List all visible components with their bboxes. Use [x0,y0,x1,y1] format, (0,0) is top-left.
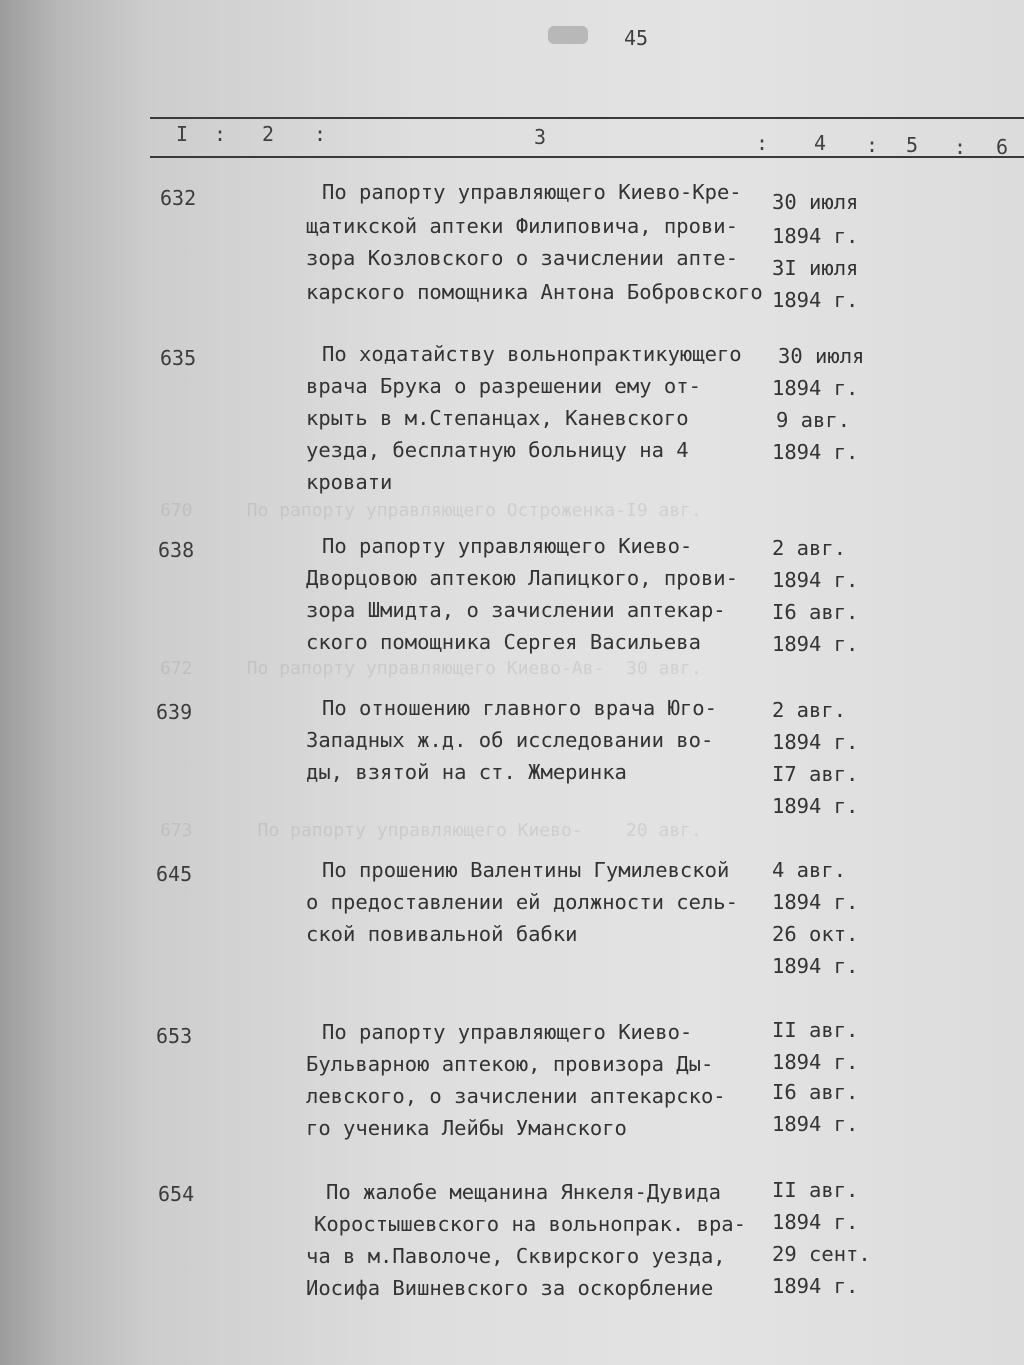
text-line: уезда, бесплатную больницу на 4 [306,438,689,462]
date-line: 3I июля [772,256,859,280]
col-head-2: 2 [262,122,275,146]
date-line: 1894 г. [772,288,859,312]
date-line: 1894 г. [772,568,859,592]
text-line: По рапорту управляющего Киево- [322,1020,693,1044]
col-head-5: 5 [906,133,919,157]
text-line: врача Брука о разрешении ему от- [306,374,701,398]
date-line: 1894 г. [772,890,859,914]
text-line: По прошению Валентины Гумилевской [322,858,730,882]
entry-number: 638 [158,538,195,562]
col-head-sep-5: : [954,135,967,159]
text-line: щатикской аптеки Филиповича, прови- [306,214,738,238]
date-line: 1894 г. [772,1112,859,1136]
date-line: 29 сент. [772,1242,871,1266]
text-line: левского, о зачислении аптекарско- [306,1084,726,1108]
date-line: 4 авг. [772,858,847,882]
entry-number: 632 [160,186,197,210]
date-line: 2 авг. [772,536,847,560]
entry-number: 635 [160,346,197,370]
text-line: о предоставлении ей должности сель- [306,890,738,914]
date-line: I6 авг. [772,600,859,624]
date-line: 1894 г. [772,1274,859,1298]
col-head-sep-3: : [756,131,769,155]
col-head-1: I [176,122,189,146]
entry-number: 653 [156,1024,193,1048]
col-head-6: 6 [996,135,1009,159]
date-line: 1894 г. [772,730,859,754]
col-head-3: 3 [534,125,547,149]
entry-number: 639 [156,700,193,724]
text-line: карского помощника Антона Бобровского [306,280,763,304]
bleed-through-text: 672 По рапорту управляющего Киево-Ав- 30 авг. [160,658,702,679]
entry-number: 645 [156,862,193,886]
header-rule-top [150,117,1024,119]
page-number: 45 [624,26,649,50]
text-line: крыть в м.Степанцах, Каневского [306,406,689,430]
col-head-sep-1: : [214,122,227,146]
text-line: По отношению главного врача Юго- [322,696,717,720]
date-line: 1894 г. [772,1210,859,1234]
date-line: 30 июля [772,190,859,214]
entry-number: 654 [158,1182,195,1206]
text-line: Иосифа Вишневского за оскорбление [306,1276,714,1300]
text-line: По рапорту управляющего Киево-Кре- [322,180,742,204]
bleed-through-text: 670 По рапорту управляющего Остроженка-I9 авг. [160,500,702,521]
date-line: 1894 г. [772,794,859,818]
text-line: зора Козловского о зачислении апте- [306,246,738,270]
text-line: По рапорту управляющего Киево- [322,534,693,558]
text-line: Коростышевского на вольнопрак. вра- [314,1212,746,1236]
date-line: 26 окт. [772,922,859,946]
date-line: I7 авг. [772,762,859,786]
text-line: го ученика Лейбы Уманского [306,1116,627,1140]
date-line: 1894 г. [772,954,859,978]
text-line: Дворцовою аптекою Лапицкого, прови- [306,566,738,590]
date-line: I6 авг. [772,1080,859,1104]
date-line: 1894 г. [772,632,859,656]
col-head-sep-2: : [314,122,327,146]
text-line: зора Шмидта, о зачислении аптекар- [306,598,726,622]
text-line: По ходатайству вольнопрактикующего [322,342,742,366]
col-head-4: 4 [814,131,827,155]
date-line: 9 авг. [776,408,851,432]
date-line: II авг. [772,1178,859,1202]
text-line: ды, взятой на ст. Жмеринка [306,760,627,784]
bleed-through-text: 673 По рапорту управляющего Киево- 20 авг. [160,820,702,841]
date-line: 30 июля [778,344,865,368]
text-line: По жалобе мещанина Янкеля-Дувида [326,1180,721,1204]
text-line: кровати [306,470,393,494]
faded-stamp [548,26,588,44]
date-line: 2 авг. [772,698,847,722]
date-line: 1894 г. [772,440,859,464]
date-line: 1894 г. [772,376,859,400]
text-line: Бульварною аптекою, провизора Ды- [306,1052,714,1076]
date-line: 1894 г. [772,224,859,248]
text-line: ского помощника Сергея Васильева [306,630,701,654]
date-line: II авг. [772,1018,859,1042]
text-line: Западных ж.д. об исследовании во- [306,728,714,752]
date-line: 1894 г. [772,1050,859,1074]
text-line: ской повивальной бабки [306,922,578,946]
text-line: ча в м.Паволоче, Сквирского уезда, [306,1244,726,1268]
col-head-sep-4: : [866,133,879,157]
header-rule-bottom [150,156,1024,158]
